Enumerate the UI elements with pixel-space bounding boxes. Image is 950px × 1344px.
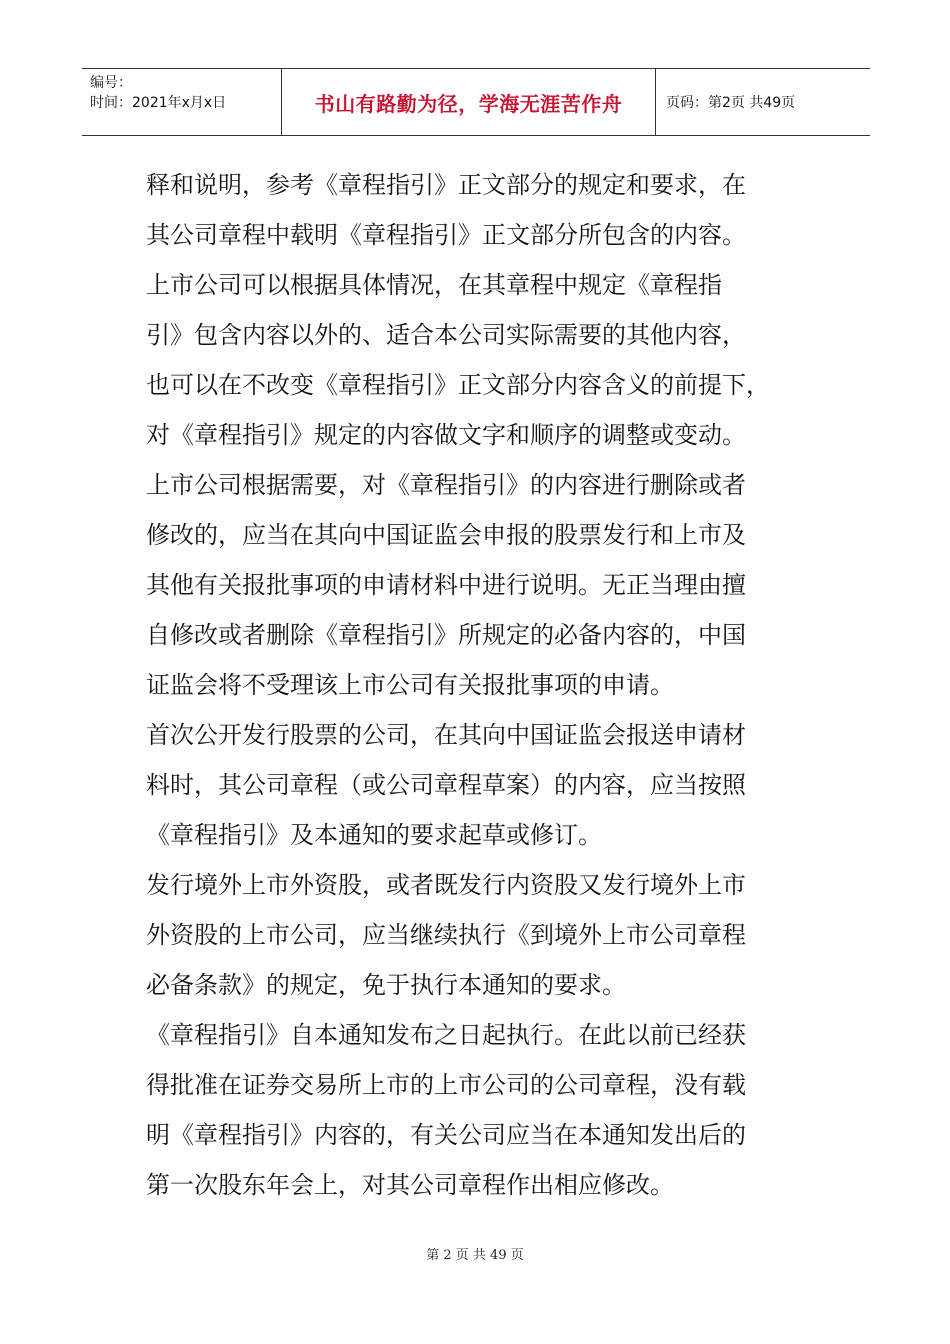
body-line: 也可以在不改变《章程指引》正文部分内容含义的前提下， (146, 371, 770, 399)
body-line: 引》包含内容以外的、适合本公司实际需要的其他内容， (146, 321, 746, 349)
body-line: 修改的，应当在其向中国证监会申报的股票发行和上市及 (146, 521, 746, 549)
body-line: 得批准在证券交易所上市的上市公司的公司章程，没有载 (146, 1071, 746, 1099)
document-header (82, 68, 870, 136)
body-line: 证监会将不受理该上市公司有关报批事项的申请。 (146, 671, 674, 699)
body-line: 其公司章程中载明《章程指引》正文部分所包含的内容。 (146, 221, 746, 249)
document-body (146, 160, 806, 1210)
body-line: 首次公开发行股票的公司，在其向中国证监会报送申请材 (146, 721, 746, 749)
body-line: 《章程指引》自本通知发布之日起执行。在此以前已经获 (146, 1021, 746, 1049)
body-line: 发行境外上市外资股，或者既发行内资股又发行境外上市 (146, 871, 746, 899)
body-line: 上市公司根据需要，对《章程指引》的内容进行删除或者 (146, 471, 746, 499)
document-date: 时间：2021年x月x日 (90, 95, 227, 111)
body-line: 上市公司可以根据具体情况，在其章程中规定《章程指 (146, 271, 722, 299)
body-line: 对《章程指引》规定的内容做文字和顺序的调整或变动。 (146, 421, 746, 449)
header-motto: 书山有路勤为径，学海无涯苦作舟 (282, 69, 656, 135)
body-line: 释和说明，参考《章程指引》正文部分的规定和要求，在 (146, 171, 746, 199)
body-line: 其他有关报批事项的申请材料中进行说明。无正当理由擅 (146, 571, 746, 599)
header-page-info: 页码：第2页 共49页 (666, 95, 796, 111)
page-footer: 第 2 页 共 49 页 (426, 1248, 524, 1263)
body-line: 外资股的上市公司，应当继续执行《到境外上市公司章程 (146, 921, 746, 949)
body-line: 必备条款》的规定，免于执行本通知的要求。 (146, 971, 626, 999)
body-line: 第一次股东年会上，对其公司章程作出相应修改。 (146, 1171, 674, 1199)
document-number-label: 编号： (90, 75, 132, 91)
body-line: 料时，其公司章程（或公司章程草案）的内容，应当按照 (146, 771, 746, 799)
body-line: 明《章程指引》内容的，有关公司应当在本通知发出后的 (146, 1121, 746, 1149)
body-line: 《章程指引》及本通知的要求起草或修订。 (146, 821, 602, 849)
header-meta (82, 69, 282, 135)
body-line: 自修改或者删除《章程指引》所规定的必备内容的，中国 (146, 621, 746, 649)
